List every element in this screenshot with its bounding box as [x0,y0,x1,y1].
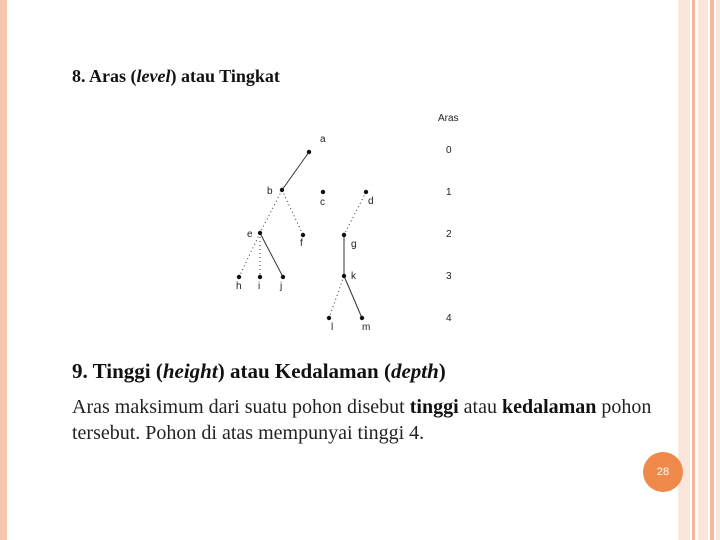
node-k-dot [342,274,346,278]
node-h-label: h [236,281,242,292]
section-8-heading: 8. Aras (level) atau Tingkat [72,66,280,86]
node-l-label: l [331,322,334,333]
node-j-label: j [280,281,283,292]
node-e-label: e [247,229,253,240]
node-m-dot [360,316,364,320]
page-number-badge: 28 [643,452,683,492]
level-label-0: 0 [446,145,452,156]
node-j-dot [281,275,285,279]
section-9-heading-italic-depth: depth [390,359,439,383]
section-9-heading: 9. Tinggi (height) atau Kedalaman (depth) [72,359,446,383]
node-i-dot [258,275,262,279]
node-c-label: c [320,197,325,208]
node-h-dot [237,275,241,279]
node-a-dot [307,150,311,154]
node-l-dot [327,316,331,320]
bold-term-kedalaman: kedalaman [501,396,597,418]
edge-b-f [282,190,303,235]
section-9-paragraph: Aras maksimum dari suatu pohon disebut tinggi atau kedalaman pohon tersebut. Pohon di atas mempunyai tinggi 4. [72,396,652,444]
level-label-2: 2 [446,229,452,240]
node-f-dot [301,233,305,237]
node-k-label: k [351,271,356,282]
edge-k-l [329,276,344,318]
node-d-dot [364,190,368,194]
section-9-heading-italic-height: height [162,359,218,383]
level-label-4: 4 [446,313,452,324]
edge-d-g [344,192,366,235]
section-8-heading-italic: level [136,66,171,86]
node-c-dot [321,190,325,194]
edge-e-j [260,233,283,277]
node-b-dot [280,188,284,192]
node-i-label: i [258,281,261,292]
node-a-label: a [320,134,326,145]
edge-a-b [282,152,309,190]
node-d-label: d [368,196,374,207]
levels-header: Aras [438,113,459,124]
node-g-dot [342,233,346,237]
node-f-label: f [300,238,303,249]
node-g-label: g [351,239,357,250]
bold-term-tinggi: tinggi [409,396,459,418]
level-label-3: 3 [446,271,452,282]
edge-k-m [344,276,362,318]
node-m-label: m [362,322,371,333]
level-label-1: 1 [446,187,452,198]
node-b-label: b [267,186,273,197]
node-e-dot [258,231,262,235]
